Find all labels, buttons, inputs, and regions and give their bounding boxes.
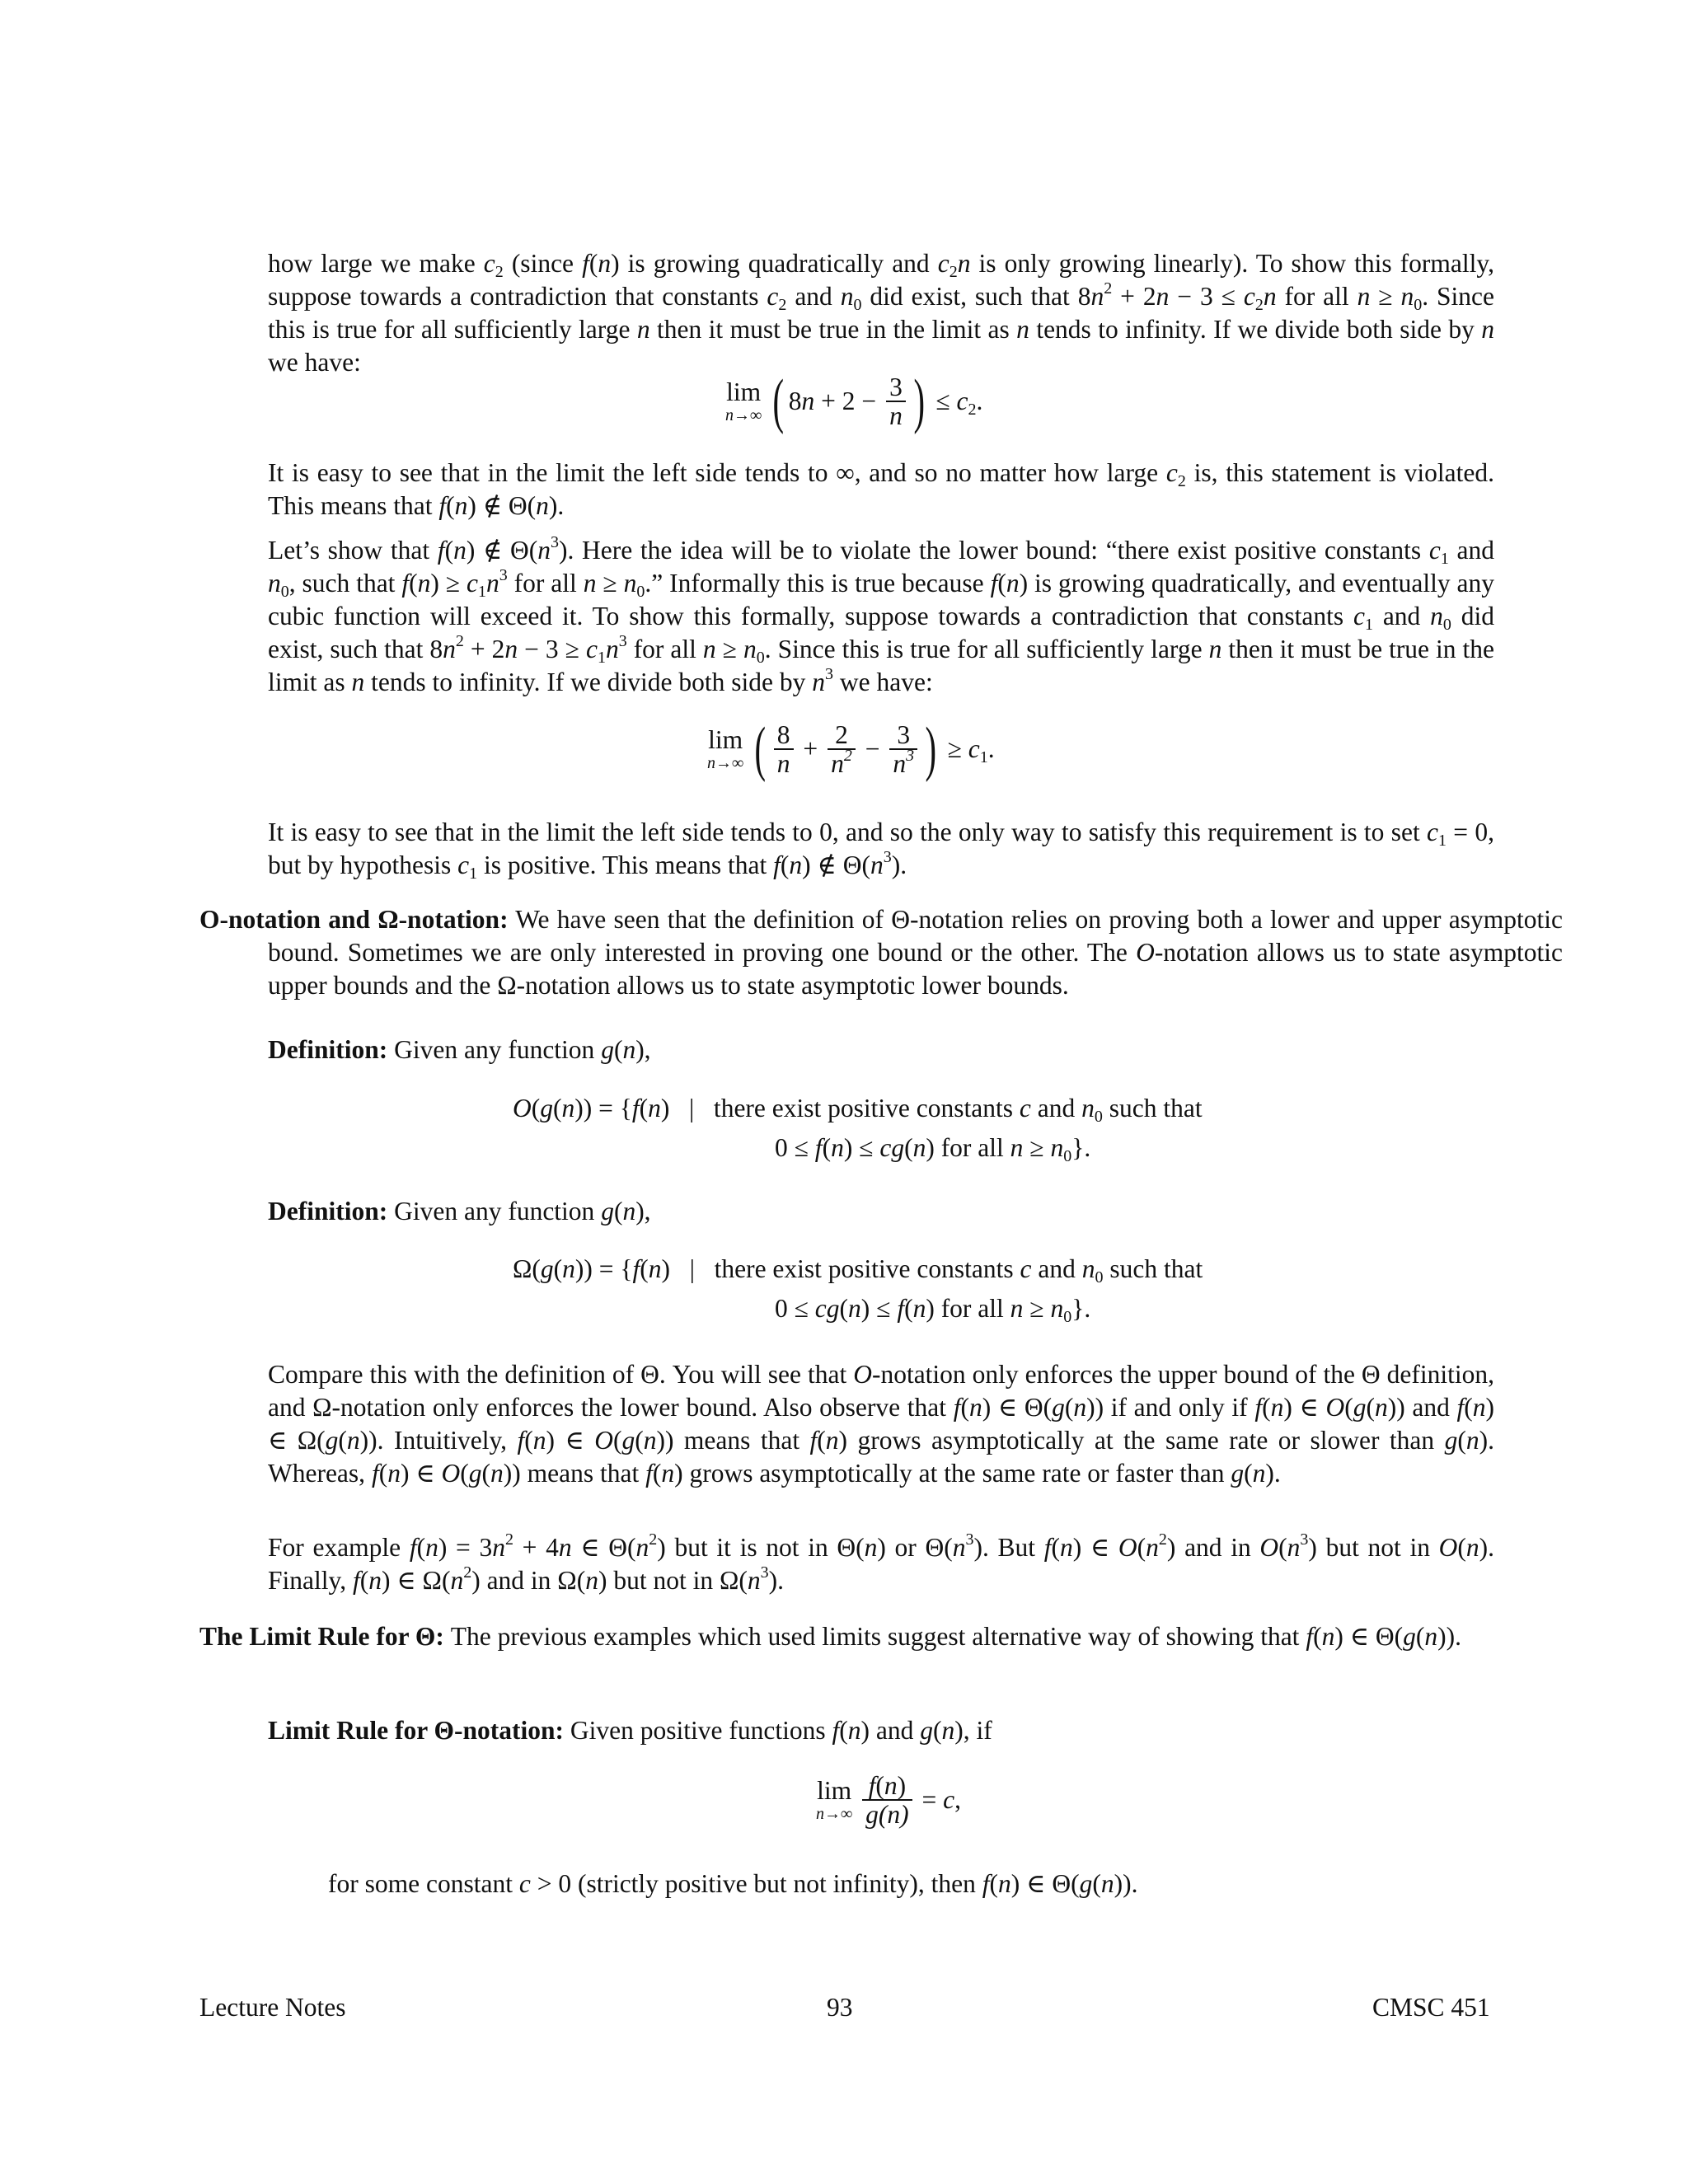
equation-limit-c1: lim n→∞ ( $\frac{8}{n}$ + $\frac{2}{n^2}$ − $\frac{3}{n^3}$ ) ≥ $c_1$.	[707, 715, 995, 783]
footer-right: CMSC 451	[1372, 1993, 1490, 2022]
definition-o-set: O(g(n)) = {f(n) | there exist positive constants c and $n_0$ such that	[513, 1094, 1203, 1126]
equation-limit-c2: lim n→∞ ( 8n + 2 − $\frac{3}{n}$ ) ≤ $c_2$.	[725, 368, 983, 435]
paragraph-theta-n3-proof: Let’s show that f(n) ∉ $\Theta(n^3)$. Here the idea will be to violate the lower bound: “there exist positive constants $c_1$ and $n_0$, such that $f(n) \ge c_1n^3$ for all $n \ge n_0$.” Informally this is true because f(n) is growing quadratically, and eventually any cubic function will exceed it. To show this formally, suppose towards a contradiction that constants $c_1$ and $n_0$ did exist, such that $8n^2 + 2n - 3 \ge c_1n^3$ for all $n \ge n_0$. Since this is true for all sufficiently large n then it must be true in the limit as n tends to infinity. If we divide both side by $n^3$ we have:	[268, 533, 1495, 696]
section-o-omega-notation: O-notation and Ω-notation: We have seen that the definition of Θ-notation relies on proving both a lower and upper asymptotic bound. Sometimes we are only interested in proving one bound or the other. The O-notation allows us to state asymptotic upper bounds and the Ω-notation allows us to state asymptotic lower bounds.	[199, 905, 1563, 1000]
heading-limit-rule: The Limit Rule for Θ:	[199, 1622, 444, 1651]
definition-omega-condition: 0 ≤ cg(n) ≤ f(n) for all $n \ge n_0$}.	[775, 1294, 1091, 1326]
paragraph-limit-infinity: It is easy to see that in the limit the left side tends to ∞, and so no matter how large $c_2$ is, this statement is violated. This means that f(n) ∉ Θ(n).	[268, 458, 1494, 520]
section-limit-rule: The Limit Rule for Θ: The previous examples which used limits suggest alternative way of showing that f(n) ∈ Θ(g(n)).	[199, 1622, 1461, 1651]
heading-limit-rule-def: Limit Rule for Θ-notation:	[268, 1716, 565, 1745]
equation-limit-ratio: lim n→∞ $\frac{f(n)}{g(n)}$ = c,	[816, 1771, 961, 1830]
paragraph-limit-rule-conclusion: for some constant c > 0 (strictly positive but not infinity), then f(n) ∈ Θ(g(n)).	[328, 1869, 1138, 1898]
heading-o-omega: O-notation and Ω-notation:	[199, 905, 509, 934]
paragraph-example: For example $f(n) = 3n^2 + 4n$ ∈ $\Theta(n^2)$ but it is not in Θ(n) or $\Theta(n^3)$. But f(n) ∈ $O(n^2)$ and in $O(n^3)$ but not in O(n). Finally, f(n) ∈ $\Omega(n^2)$ and in Ω(n) but not in $\Omega(n^3)$.	[268, 1530, 1495, 1595]
definition-omega-set: Ω(g(n)) = {f(n) | there exist positive constants c and $n_0$ such that	[513, 1254, 1203, 1286]
paragraph-limit-zero: It is easy to see that in the limit the left side tends to 0, and so the only way to satisfy this requirement is to set $c_1 = 0$, but by hypothesis $c_1$ is positive. This means that f(n) ∉ $\Theta(n^3)$.	[268, 818, 1494, 883]
limit-rule-definition: Limit Rule for Θ-notation: Given positive functions f(n) and g(n), if	[268, 1716, 992, 1745]
footer-left: Lecture Notes	[199, 1993, 346, 2022]
paragraph-theta-n-proof: how large we make $c_2$ (since f(n) is growing quadratically and $c_2n$ is only growing linearly). To show this formally, suppose towards a contradiction that constants $c_2$ and $n_0$ did exist, such that $8n^2 + 2n - 3 \le c_2n$ for all $n \ge n_0$. Since this is true for all sufficiently large n then it must be true in the limit as n tends to infinity. If we divide both side by n we have:	[268, 249, 1495, 377]
definition-label: Definition:	[268, 1197, 388, 1226]
definition-o-condition: 0 ≤ f(n) ≤ cg(n) for all $n \ge n_0$}.	[775, 1133, 1091, 1165]
footer-page-number: 93	[827, 1993, 853, 2022]
definition-o-intro: Definition: Given any function g(n),	[268, 1035, 651, 1064]
definition-omega-intro: Definition: Given any function g(n),	[268, 1197, 651, 1226]
definition-label: Definition:	[268, 1035, 388, 1064]
paragraph-compare-theta: Compare this with the definition of Θ. You will see that O-notation only enforces the upper bound of the Θ definition, and Ω-notation only enforces the lower bound. Also observe that f(n) ∈ Θ(g(n)) if and only if f(n) ∈ O(g(n)) and f(n) ∈ Ω(g(n)). Intuitively, f(n) ∈ O(g(n)) means that f(n) grows asymptotically at the same rate or slower than g(n). Whereas, f(n) ∈ O(g(n)) means that f(n) grows asymptotically at the same rate or faster than g(n).	[268, 1360, 1495, 1488]
